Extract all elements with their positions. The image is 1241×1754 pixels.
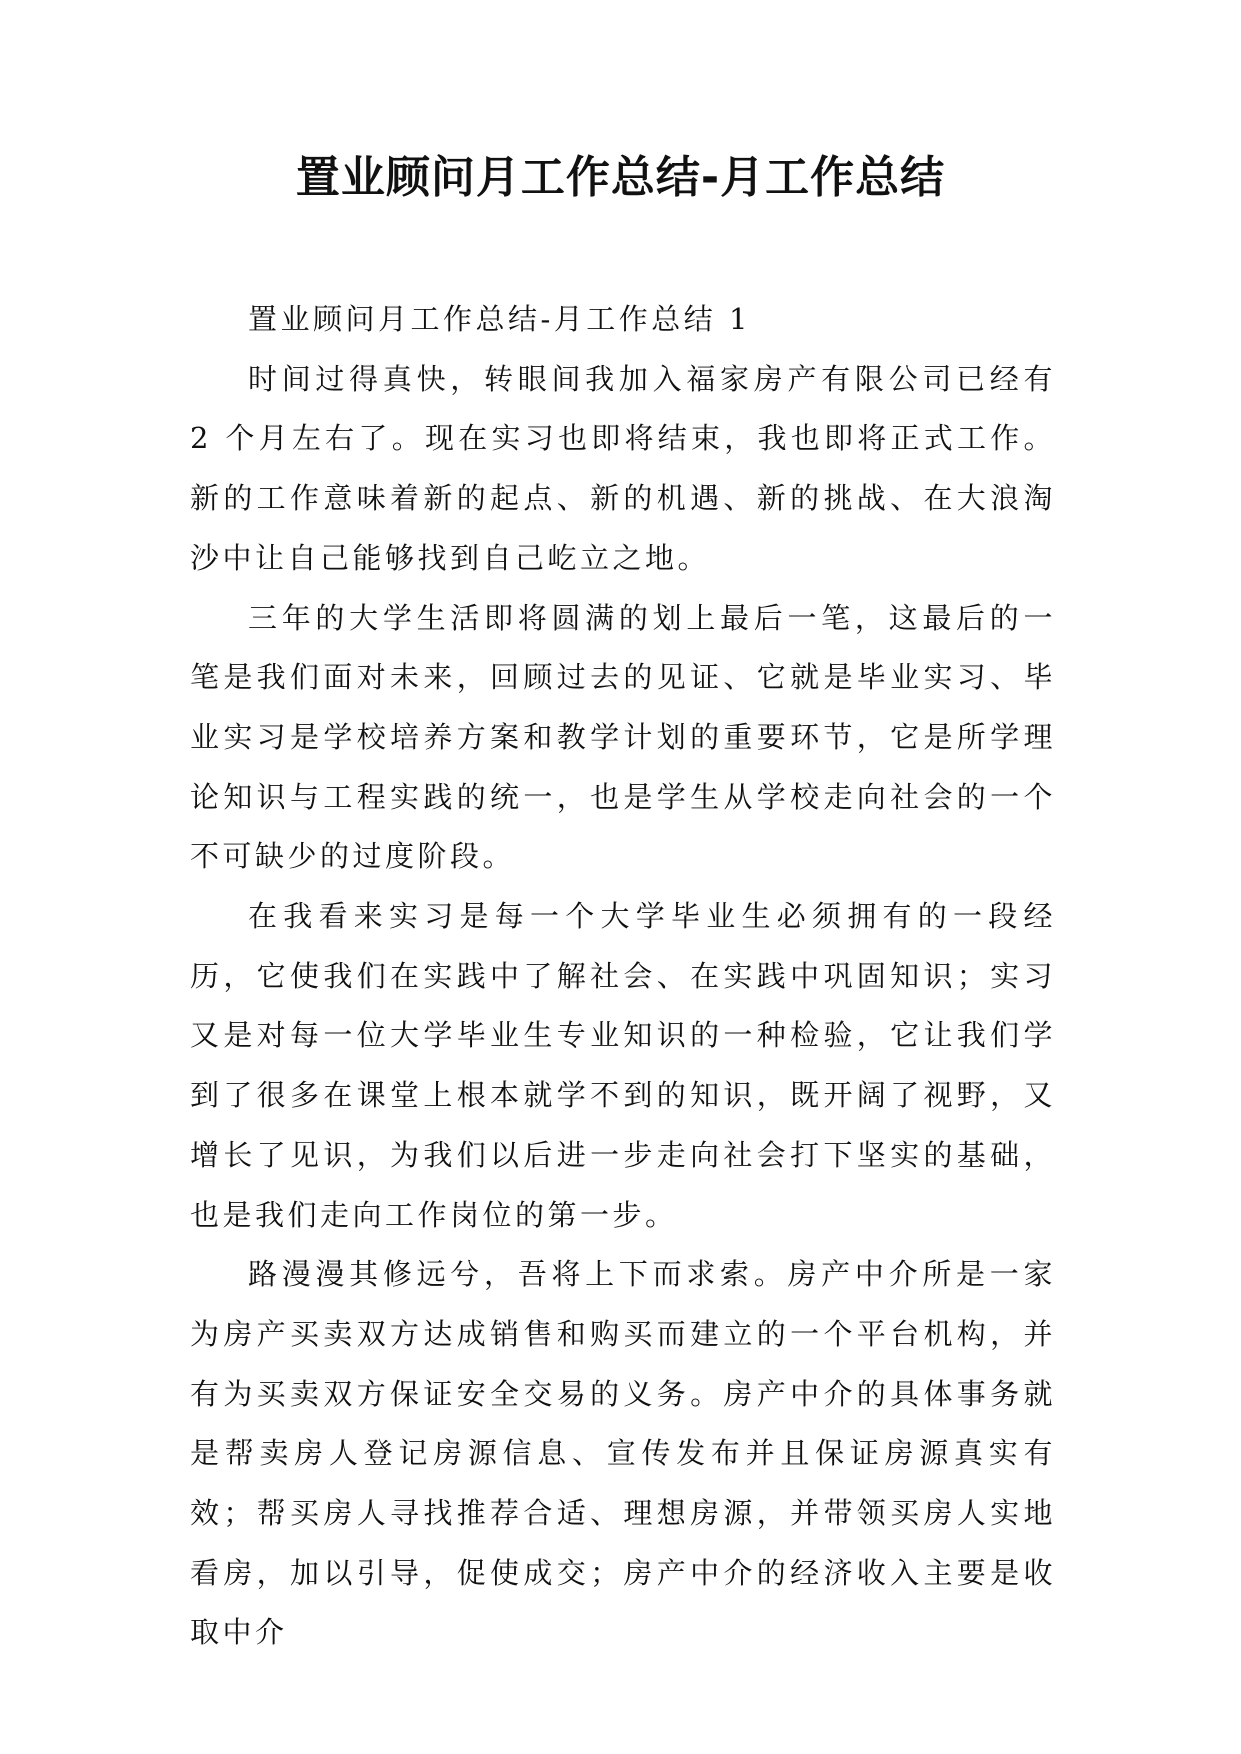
paragraph: 三年的大学生活即将圆满的划上最后一笔，这最后的一笔是我们面对未来，回顾过去的见证、它就是毕业实习、毕业实习是学校培养方案和教学计划的重要环节，它是所学理论知识与工程实践的统一，也是学生从学校走向社会的一个不可缺少的过度阶段。 <box>190 600 1056 874</box>
document-title: 置业顾问月工作总结-月工作总结 <box>295 152 946 203</box>
paragraph: 时间过得真快，转眼间我加入福家房产有限公司已经有 2 个月左右了。现在实习也即将结束，我也即将正式工作。新的工作意味着新的起点、新的机遇、新的挑战、在大浪淘沙中让自己能够找到自己屹立之地。 <box>190 361 1056 575</box>
section-heading: 置业顾问月工作总结-月工作总结 1 <box>248 302 751 336</box>
paragraph: 在我看来实习是每一个大学毕业生必须拥有的一段经历，它使我们在实践中了解社会、在实践中巩固知识；实习又是对每一位大学毕业生专业知识的一种检验，它让我们学到了很多在课堂上根本就学不到的知识，既开阔了视野，又增长了见识，为我们以后进一步走向社会打下坚实的基础，也是我们走向工作岗位的第一步。 <box>190 899 1056 1232</box>
document-body <box>190 290 1056 1663</box>
paragraph: 路漫漫其修远兮，吾将上下而求索。房产中介所是一家为房产买卖双方达成销售和购买而建立的一个平台机构，并有为买卖双方保证安全交易的义务。房产中介的具体事务就是帮卖房人登记房源信息、宣传发布并且保证房源真实有效；帮买房人寻找推荐合适、理想房源，并带领买房人实地看房，加以引导，促使成交；房产中介的经济收入主要是收取中介 <box>190 1257 1056 1650</box>
